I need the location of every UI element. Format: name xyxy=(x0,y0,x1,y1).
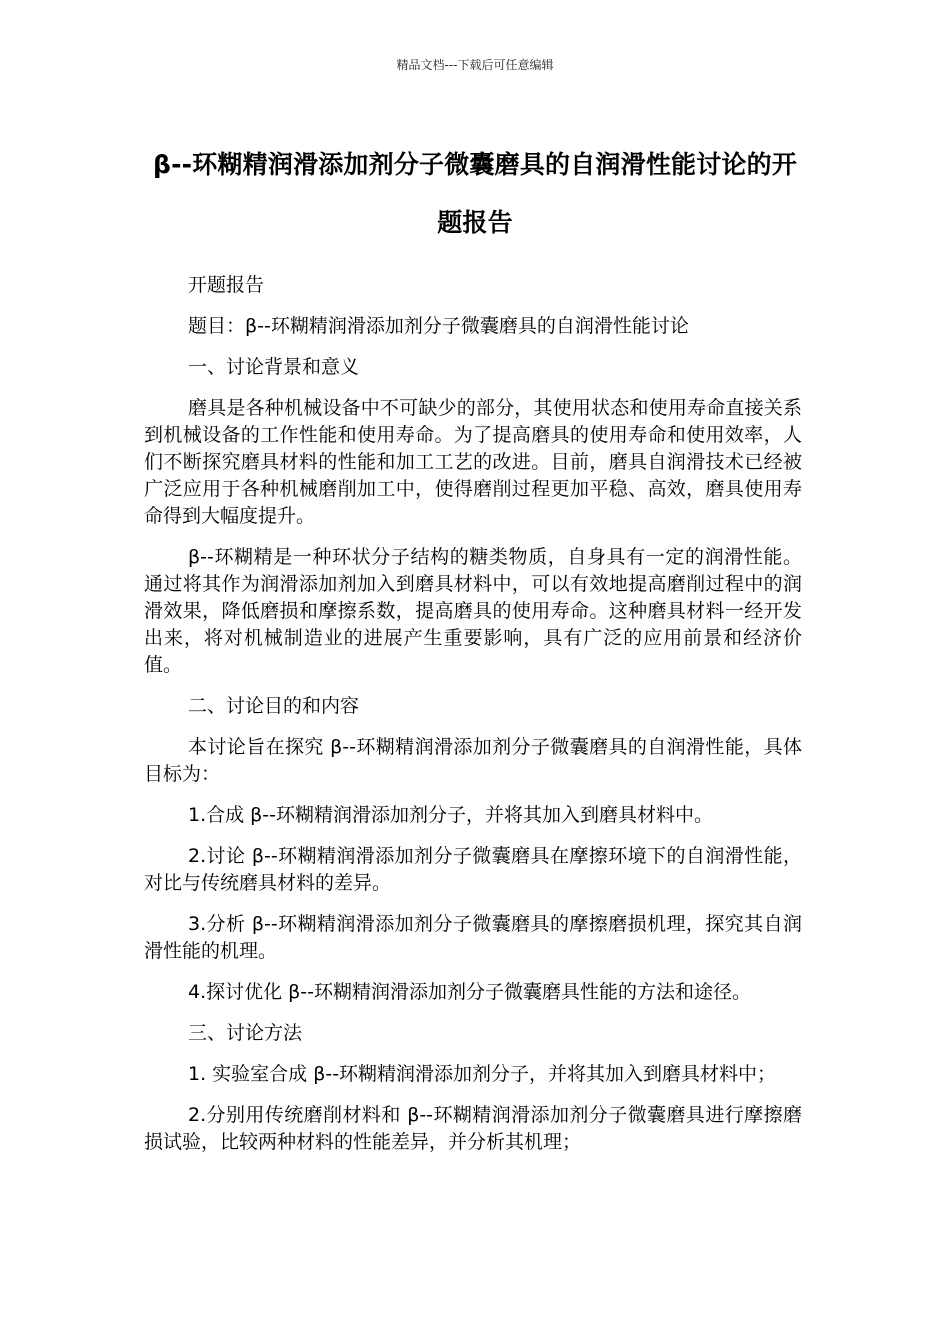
topic-line: 题目：β--环糊精润滑添加剂分子微囊磨具的自润滑性能讨论 xyxy=(188,315,689,337)
header-note: 精品文档---下载后可任意编辑 xyxy=(396,58,554,72)
paragraph-background-1: 磨具是各种机械设备中不可缺少的部分，其使用状态和使用寿命直接关系到机械设备的工作性能和使用寿命。为了提高磨具的使用寿命和使用效率，人们不断探究磨具材料的性能和加工工艺的改进。目前，磨具自润滑技术已经被广泛应用于各种机械磨削加工中，使得磨削过程更加平稳、高效，磨具使用寿命得到大幅度提升。 xyxy=(144,397,802,527)
section-heading-methods: 三、讨论方法 xyxy=(188,1022,303,1044)
objective-item-3: 3.分析 β--环糊精润滑添加剂分子微囊磨具的摩擦磨损机理，探究其自润滑性能的机理。 xyxy=(144,913,802,962)
section-label: 开题报告 xyxy=(188,274,265,296)
section-heading-background: 一、讨论背景和意义 xyxy=(188,356,360,378)
method-item-1: 1. 实验室合成 β--环糊精润滑添加剂分子，并将其加入到磨具材料中； xyxy=(188,1063,777,1085)
document-title: β--环糊精润滑添加剂分子微囊磨具的自润滑性能讨论的开题报告 xyxy=(152,150,798,237)
document-body xyxy=(144,272,802,1170)
paragraph-background-2: β--环糊精是一种环状分子结构的糖类物质，自身具有一定的润滑性能。通过将其作为润滑添加剂加入到磨具材料中，可以有效地提高磨削过程中的润滑效果，降低磨损和摩擦系数，提高磨具的使用寿命。这种磨具材料一经开发出来，将对机械制造业的进展产生重要影响，具有广泛的应用前景和经济价值。 xyxy=(144,546,802,676)
section-heading-objectives: 二、讨论目的和内容 xyxy=(188,695,360,717)
method-item-2: 2.分别用传统磨削材料和 β--环糊精润滑添加剂分子微囊磨具进行摩擦磨损试验，比较两种材料的性能差异，并分析其机理； xyxy=(144,1104,802,1153)
objective-item-4: 4.探讨优化 β--环糊精润滑添加剂分子微囊磨具性能的方法和途径。 xyxy=(188,981,752,1003)
objective-item-2: 2.讨论 β--环糊精润滑添加剂分子微囊磨具在摩擦环境下的自润滑性能，对比与传统磨具材料的差异。 xyxy=(144,845,802,894)
paragraph-objectives-intro: 本讨论旨在探究 β--环糊精润滑添加剂分子微囊磨具的自润滑性能，具体目标为： xyxy=(144,736,802,785)
objective-item-1: 1.合成 β--环糊精润滑添加剂分子，并将其加入到磨具材料中。 xyxy=(188,804,714,826)
